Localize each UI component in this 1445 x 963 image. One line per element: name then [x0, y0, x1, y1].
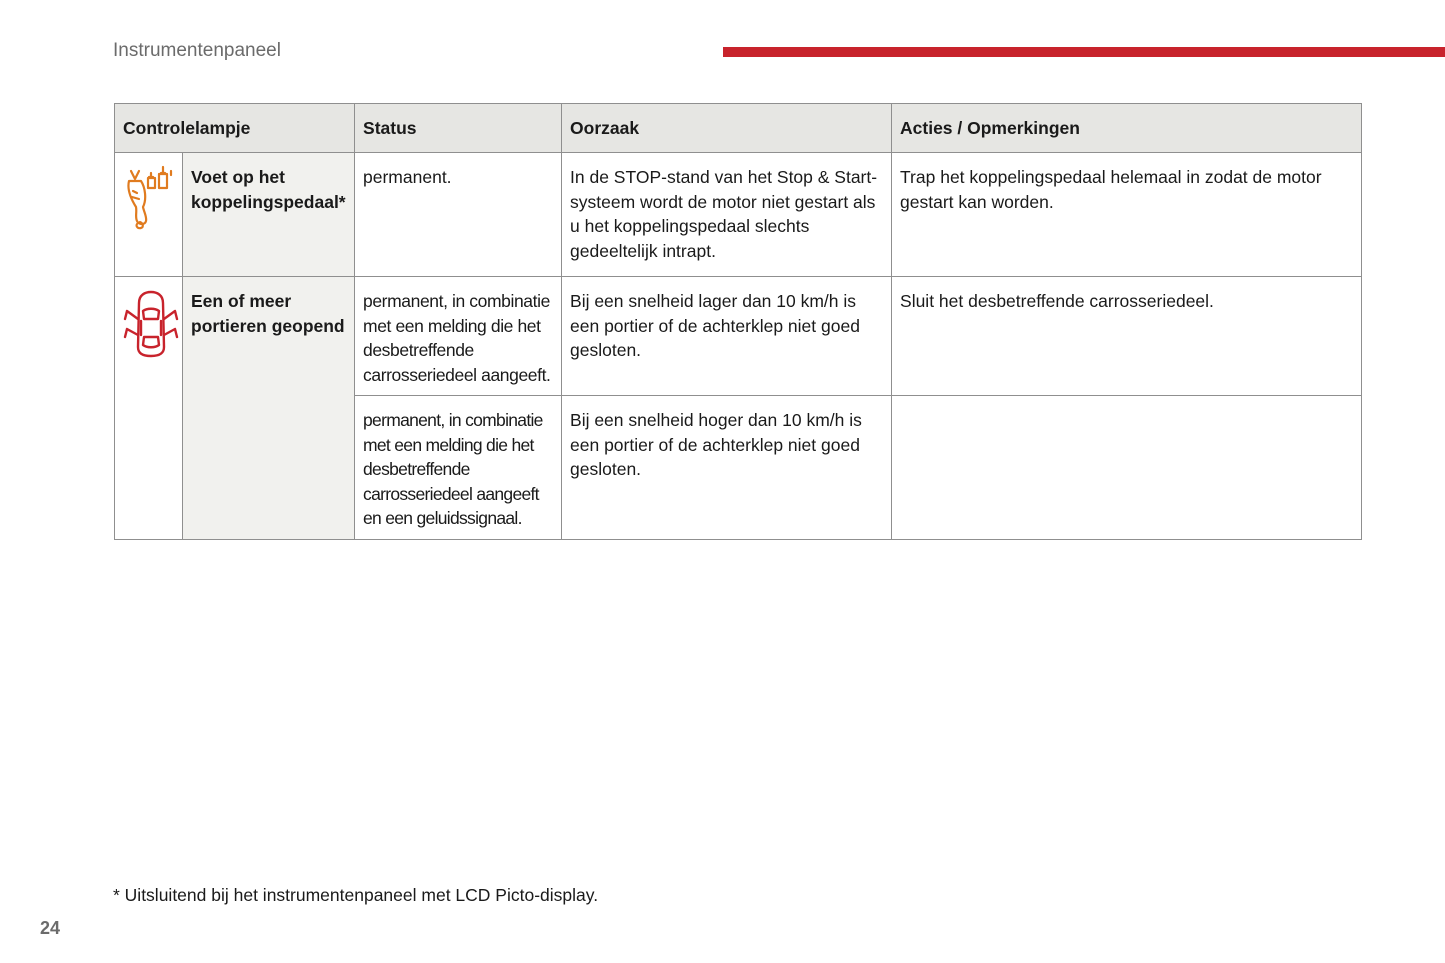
status-cell: permanent, in combinatie met een melding die het desbetreffende carrosseriedeel aangeeft. [355, 277, 562, 396]
cause-cell: In de STOP-stand van het Stop & Start-systeem wordt de motor niet gestart als u het koppelingspedaal slechts gedeeltelijk intrapt. [562, 153, 892, 277]
section-title: Instrumentenpaneel [113, 40, 281, 61]
footnote: * Uitsluitend bij het instrumentenpaneel met LCD Picto-display. [113, 885, 599, 905]
column-header-actions: Acties / Opmerkingen [892, 104, 1362, 153]
door-open-icon [123, 289, 179, 361]
column-header-lamp: Controlelampje [115, 104, 355, 153]
table-row [115, 277, 1362, 396]
warning-lamp-table [114, 103, 1362, 540]
table-header-row [115, 104, 1362, 153]
column-header-status: Status [355, 104, 562, 153]
lamp-name-clutch: Voet op het koppelingspedaal* [183, 153, 355, 277]
clutch-pedal-icon [123, 165, 175, 231]
status-cell: permanent. [355, 153, 562, 277]
page-number: 24 [40, 918, 61, 938]
cause-cell: Bij een snelheid hoger dan 10 km/h is een portier of de achterklep niet goed gesloten. [562, 396, 892, 540]
action-cell: Trap het koppelingspedaal helemaal in zodat de motor gestart kan worden. [892, 153, 1362, 277]
cause-cell: Bij een snelheid lager dan 10 km/h is een portier of de achterklep niet goed gesloten. [562, 277, 892, 396]
action-cell [892, 396, 1362, 540]
header-rule [723, 47, 1445, 57]
column-header-cause: Oorzaak [562, 104, 892, 153]
lamp-icon-cell [115, 153, 183, 277]
table-row [115, 153, 1362, 277]
lamp-name-doors: Een of meer portieren geopend [183, 277, 355, 540]
lamp-icon-cell [115, 277, 183, 540]
action-cell: Sluit het desbetreffende carrosseriedeel. [892, 277, 1362, 396]
status-cell: permanent, in combinatie met een melding die het desbetreffende carrosseriedeel aangeeft en een geluidssignaal. [355, 396, 562, 540]
